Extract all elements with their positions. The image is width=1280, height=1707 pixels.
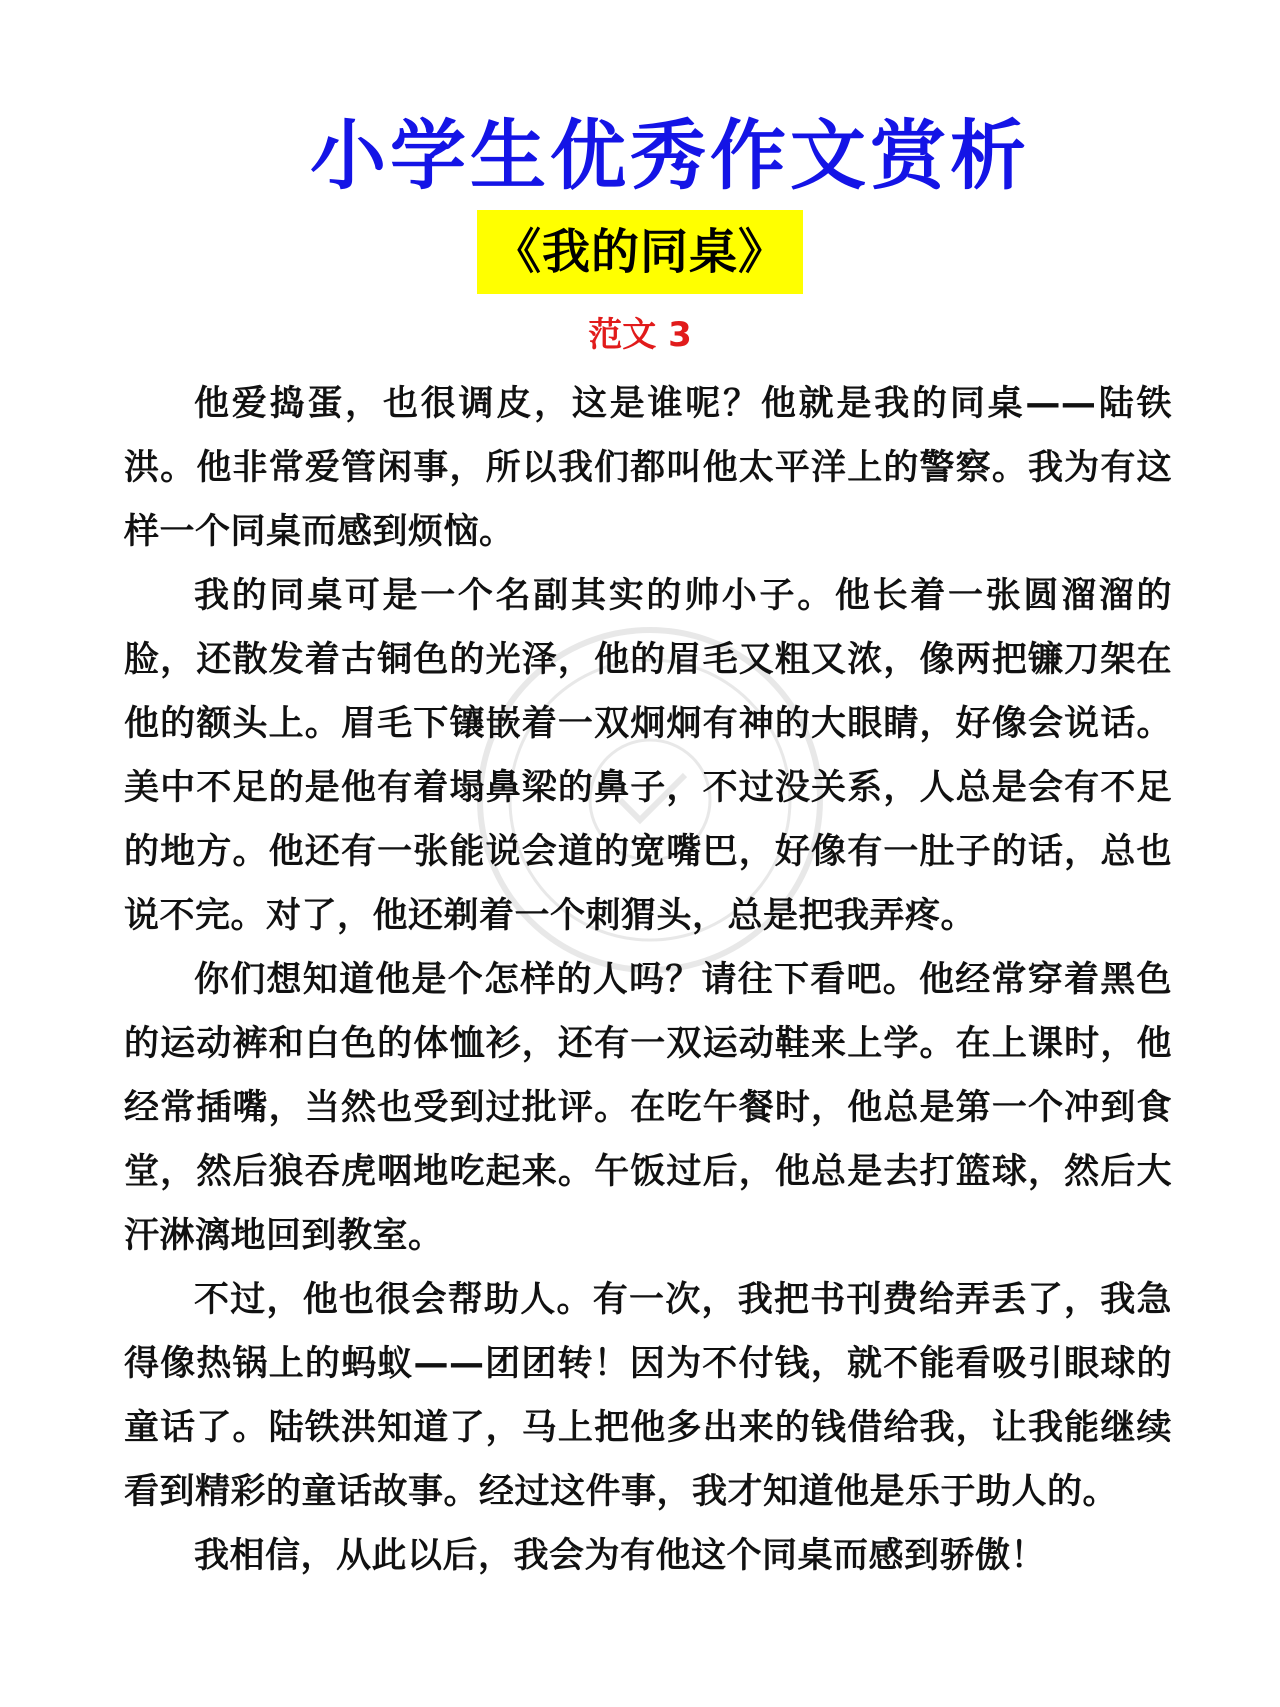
paragraph-1: 他爱捣蛋，也很调皮，这是谁呢？他就是我的同桌——陆铁洪。他非常爱管闲事，所以我们都叫他太平洋上的警察。我为有这样一个同桌而感到烦恼。 [124, 384, 1172, 552]
essay-title-highlight: 《我的同桌》 [477, 210, 803, 294]
page-title: 小学生优秀作文赏析 [310, 111, 1030, 200]
paragraph-4: 不过，他也很会帮助人。有一次，我把书刊费给弄丢了，我急得像热锅上的蚂蚁——团团转！因为不付钱，就不能看吸引眼球的童话了。陆铁洪知道了，马上把他多出来的钱借给我，让我能继续看到精彩的童话故事。经过这件事，我才知道他是乐于助人的。 [124, 1280, 1172, 1512]
subtitle-container [0, 210, 1280, 294]
essay-body [124, 372, 1172, 1588]
paragraph-3: 你们想知道他是个怎样的人吗？请往下看吧。他经常穿着黑色的运动裤和白色的体恤衫，还有一双运动鞋来上学。在上课时，他经常插嘴，当然也受到过批评。在吃午餐时，他总是第一个冲到食堂，然后狼吞虎咽地吃起来。午饭过后，他总是去打篮球，然后大汗淋漓地回到教室。 [124, 960, 1172, 1256]
essay-number-label: 范文 3 [588, 315, 692, 355]
paragraph-5: 我相信，从此以后，我会为有他这个同桌而感到骄傲！ [194, 1536, 1047, 1576]
paragraph-2: 我的同桌可是一个名副其实的帅小子。他长着一张圆溜溜的脸，还散发着古铜色的光泽，他的眉毛又粗又浓，像两把镰刀架在他的额头上。眉毛下镶嵌着一双炯炯有神的大眼睛，好像会说话。美中不足的是他有着塌鼻梁的鼻子，不过没关系，人总是会有不足的地方。他还有一张能说会道的宽嘴巴，好像有一肚子的话，总也说不完。对了，他还剃着一个刺猬头，总是把我弄疼。 [124, 576, 1172, 936]
